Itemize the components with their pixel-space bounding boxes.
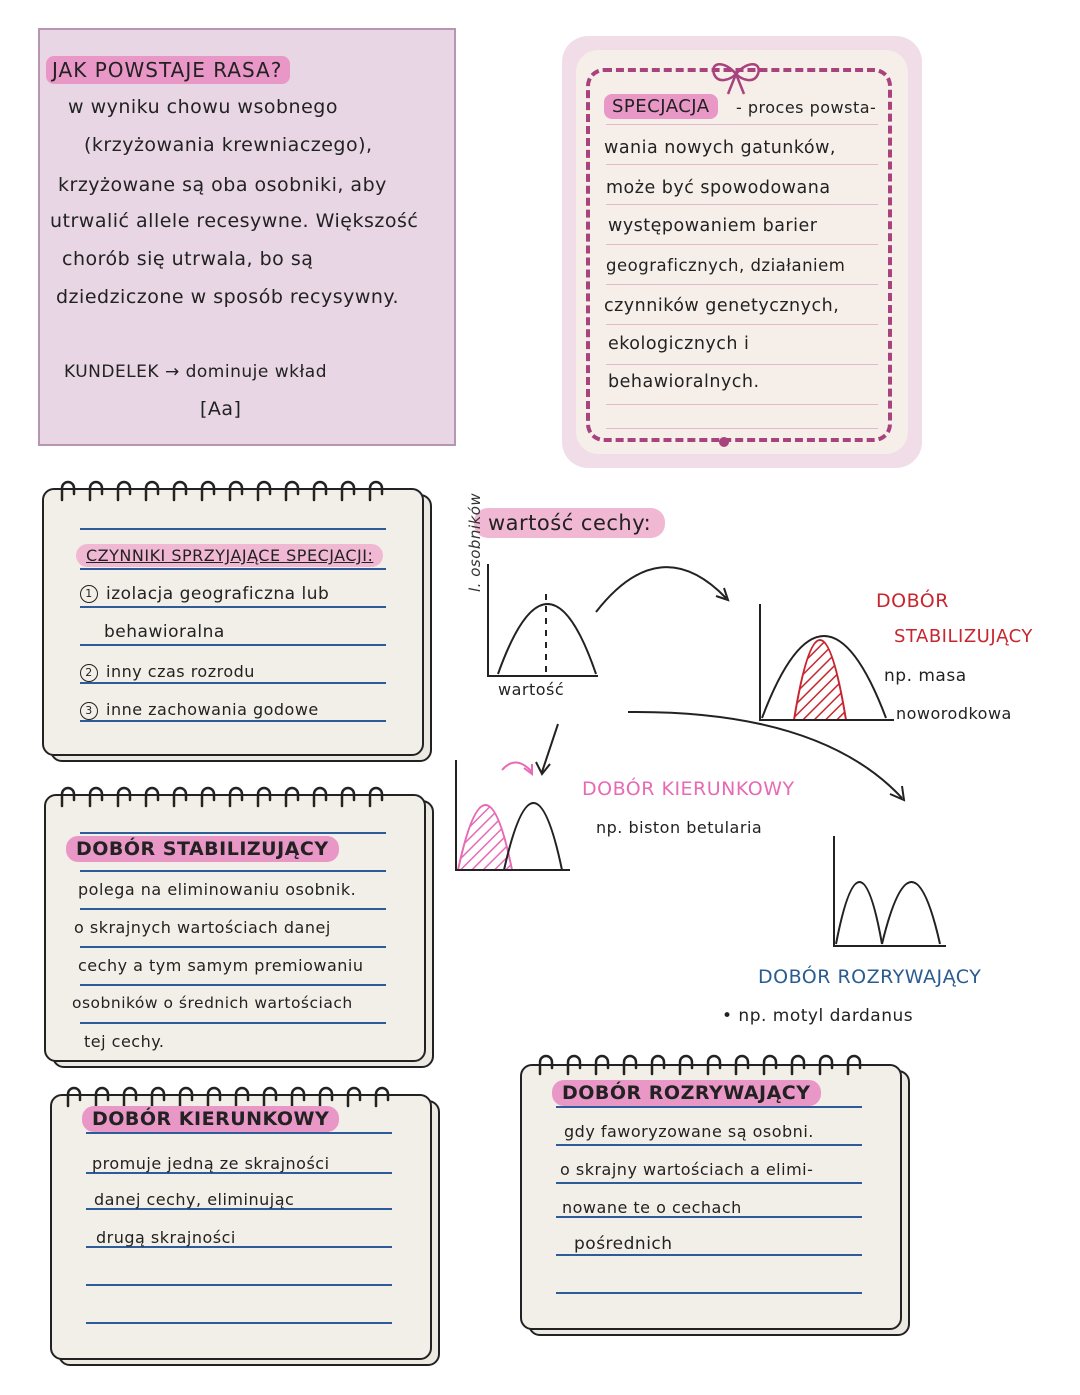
directional-example: np. biston betularia — [596, 818, 763, 837]
trait-value-pill: wartość cechy: — [474, 508, 665, 538]
bow-icon — [706, 54, 766, 98]
factors-title: CZYNNIKI SPRZYJAJĄCE SPECJACJI: — [76, 544, 383, 567]
speciation-line-8: behawioralnych. — [608, 372, 760, 392]
race-title: JAK POWSTAJE RASA? — [46, 56, 290, 84]
stabilizing-label-1: DOBÓR — [876, 590, 949, 612]
speciation-line-5: geograficznych, działaniem — [606, 256, 846, 275]
stabilizing-label-2: STABILIZUJĄCY — [894, 626, 1033, 647]
directional-label: DOBÓR KIERUNKOWY — [582, 778, 795, 800]
speciation-line-4: występowaniem barier — [608, 216, 818, 236]
stabilizing-line-2: o skrajnych wartościach danej — [74, 918, 331, 937]
factor-item-1: 1 izolacja geograficzna lub — [80, 584, 329, 604]
spiral-binding-icon — [534, 1048, 884, 1078]
speciation-line-6: czynników genetycznych, — [604, 296, 840, 316]
disruptive-line-4: pośrednich — [574, 1234, 673, 1254]
race-note-box — [38, 28, 456, 446]
race-line-3: krzyżowane są oba osobniki, aby — [58, 174, 387, 196]
x-axis-label: wartość — [498, 680, 565, 699]
stabilizing-title: DOBÓR STABILIZUJĄCY — [66, 836, 339, 862]
race-note: KUNDELEK → dominuje wkład — [64, 362, 327, 382]
selection-diagram — [450, 540, 1050, 960]
y-axis-label: l. osobników — [466, 492, 484, 592]
stabilizing-line-1: polega na eliminowaniu osobnik. — [78, 880, 357, 899]
disruptive-label: DOBÓR ROZRYWAJĄCY — [758, 966, 982, 988]
speciation-line-3: może być spowodowana — [606, 178, 831, 198]
stabilizing-example-1: np. masa — [884, 666, 967, 686]
directional-line-1: promuje jedną ze skrajności — [92, 1154, 330, 1173]
stabilizing-line-4: osobników o średnich wartościach — [72, 994, 353, 1012]
race-line-5: chorób się utrwala, bo są — [62, 248, 314, 270]
stabilizing-line-5: tej cechy. — [84, 1032, 165, 1051]
disruptive-line-2: o skrajny wartościach a elimi- — [560, 1160, 814, 1179]
race-genotype: [Aa] — [200, 398, 242, 420]
disruptive-example: • np. motyl dardanus — [722, 1006, 914, 1026]
spiral-binding-icon — [56, 780, 406, 810]
race-line-4: utrwalić allele recesywne. Większość — [50, 210, 419, 232]
speciation-line-2: wania nowych gatunków, — [604, 138, 836, 158]
disruptive-line-1: gdy faworyzowane są osobni. — [564, 1122, 814, 1141]
dash-knot-icon — [714, 434, 734, 450]
disruptive-line-3: nowane te o cechach — [562, 1198, 742, 1217]
disruptive-title: DOBÓR ROZRYWAJĄCY — [552, 1080, 821, 1106]
disruptive-graph — [834, 836, 946, 946]
speciation-line-1: - proces powsta- — [736, 98, 877, 117]
directional-title: DOBÓR KIERUNKOWY — [82, 1106, 339, 1132]
stabilizing-example-2: noworodkowa — [896, 704, 1012, 723]
race-line-1: w wyniku chowu wsobnego — [68, 96, 338, 118]
factor-item-2: 2 inny czas rozrodu — [80, 662, 255, 682]
speciation-line-7: ekologicznych i — [608, 334, 750, 354]
race-line-6: dziedziczone w sposób recysywny. — [56, 286, 399, 308]
directional-line-2: danej cechy, eliminując — [94, 1190, 295, 1209]
spiral-binding-icon — [56, 474, 406, 504]
source-distribution — [488, 564, 598, 676]
directional-line-3: drugą skrajności — [96, 1228, 236, 1247]
stabilizing-line-3: cechy a tym samym premiowaniu — [78, 956, 364, 975]
directional-graph — [456, 760, 570, 870]
factor-item-3: 3 inne zachowania godowe — [80, 700, 319, 720]
arrow-to-stabilizing — [596, 567, 726, 612]
race-line-2: (krzyżowania krewniaczego), — [84, 134, 373, 156]
speciation-title: SPECJACJA — [604, 94, 718, 119]
factor-item-1-cont: behawioralna — [104, 622, 225, 642]
stabilizing-graph — [760, 604, 894, 720]
